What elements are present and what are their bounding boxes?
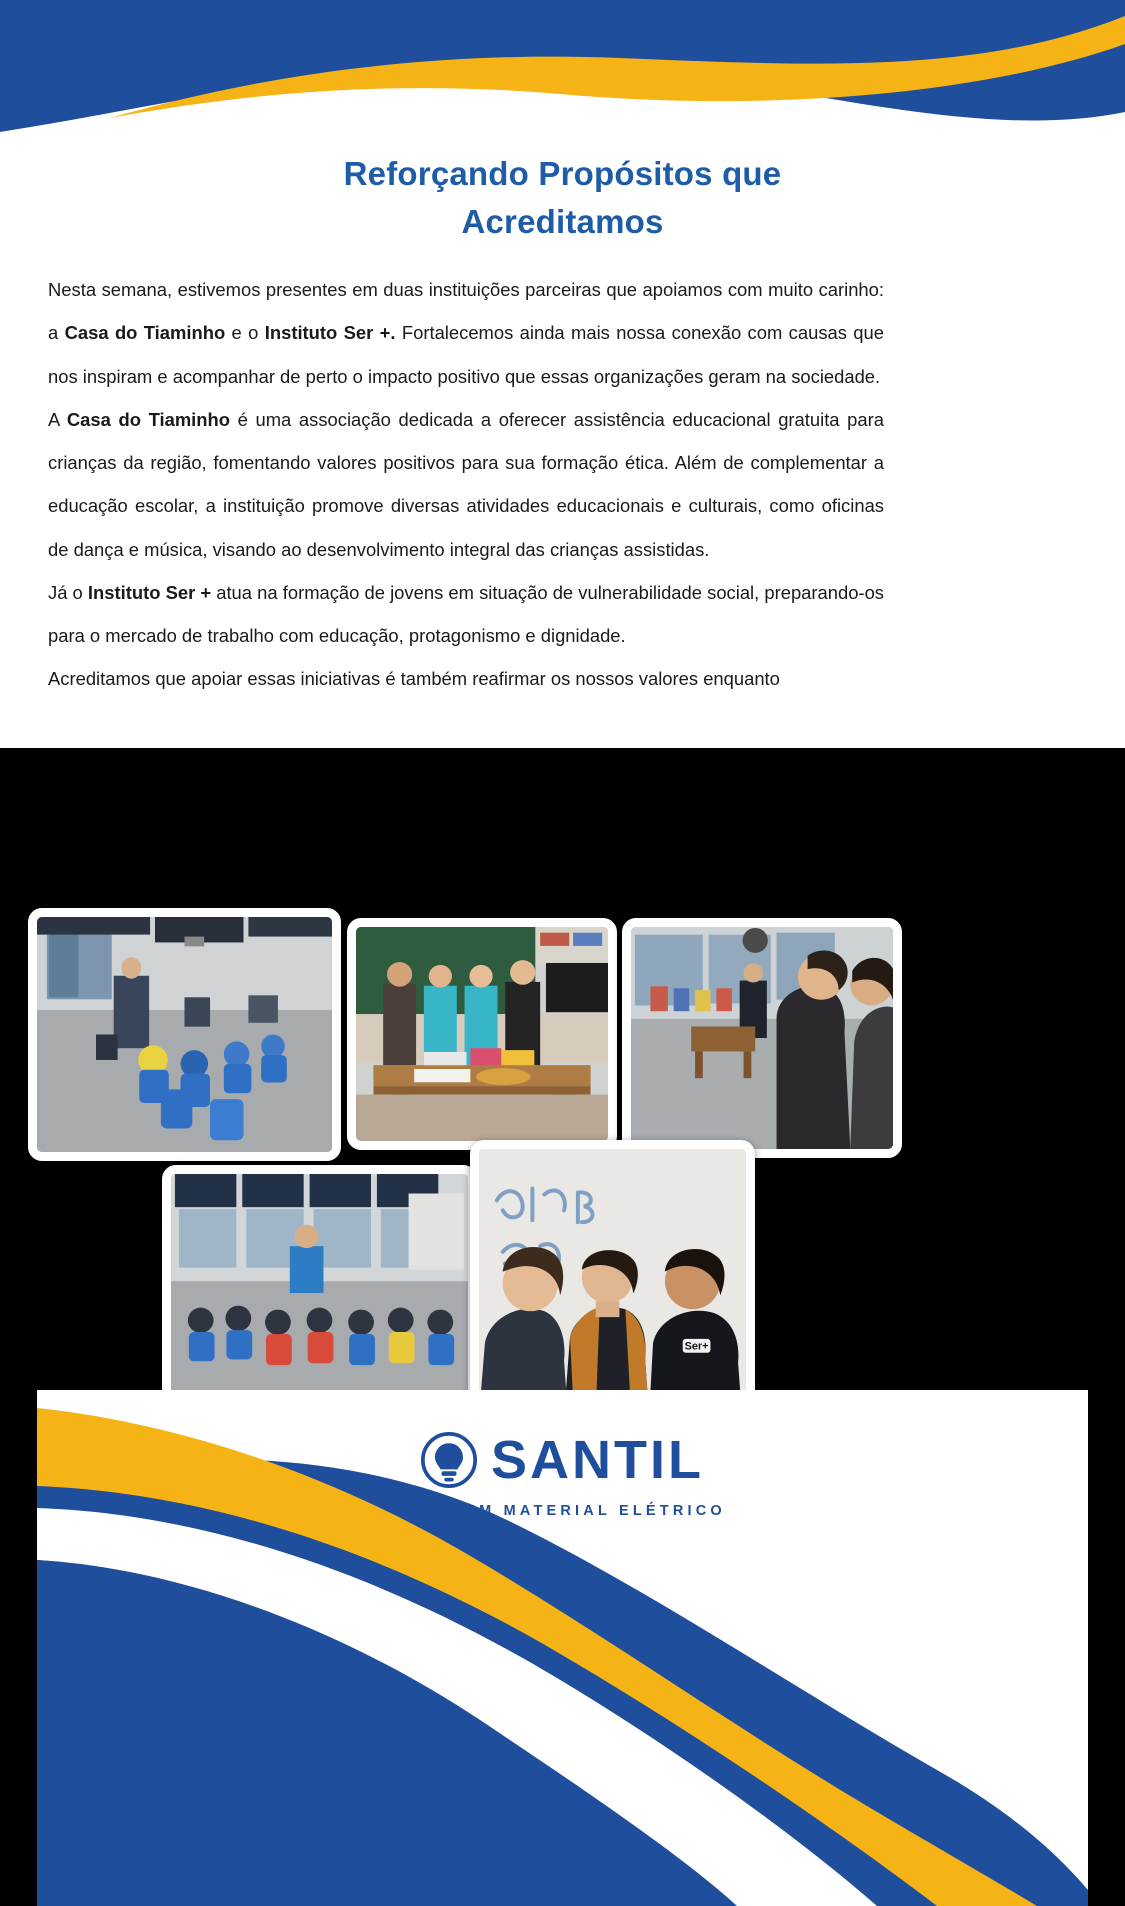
article-text: é uma associação dedicada a oferecer assistência educacional gratuita para crianças da região, fomentando valores positivos para sua formação ética. Além de complementar a educação escolar, a instituição promove diversas atividades educacionais e culturais, como oficinas de dança e música, visando ao desenvolvimento integral das crianças assistidas.: [48, 408, 884, 560]
article-text: Nesta semana, estivemos presentes em duas instituições parceiras que apoiamos com muito carinho: a: [48, 279, 884, 344]
article-paragraph: [48, 657, 884, 700]
page-title-line-2: Acreditamos: [461, 202, 664, 240]
article-body: [48, 268, 884, 701]
gallery-photo-5[interactable]: [470, 1140, 755, 1425]
photo-collage: [0, 880, 1125, 1380]
photo-3-image: [631, 927, 893, 1149]
gallery-photo-4[interactable]: [162, 1165, 477, 1421]
gallery-photo-1[interactable]: [28, 908, 341, 1161]
article-emphasis: Instituto Ser +: [87, 581, 212, 603]
article-text: atua na formação de jovens em situação de vulnerabilidade social, preparando-os para o mercado de trabalho com educação, protagonismo e dignidade.: [48, 581, 884, 646]
gallery-photo-2[interactable]: [347, 918, 617, 1150]
logo-wordmark: SANTIL: [491, 1430, 704, 1490]
photo-2-image: [356, 927, 608, 1141]
lightbulb-icon: [421, 1432, 477, 1488]
article-emphasis: Casa do Tiaminho: [64, 322, 226, 344]
article-text: e o: [225, 322, 265, 344]
document-footer-panel: [37, 1390, 1088, 1906]
svg-text:Ser+: Ser+: [684, 1340, 709, 1353]
article-text: Fortalecemos ainda mais nossa conexão com causas que nos inspiram e acompanhar de perto o impacto positivo que essas organizações geram na sociedade.: [48, 322, 884, 387]
page-title: [0, 150, 1125, 246]
photo-1-image: [37, 917, 332, 1152]
article-paragraph: [48, 398, 884, 571]
article-emphasis: Instituto Ser +.: [264, 322, 396, 344]
article-emphasis: Casa do Tiaminho: [66, 408, 230, 430]
article-paragraph: [48, 571, 884, 658]
document-top-panel: [0, 0, 1125, 748]
gallery-photo-3[interactable]: [622, 918, 902, 1158]
header-wave-decoration: [0, 0, 1125, 160]
article-text: Já o: [48, 581, 88, 603]
article-text: Acreditamos que apoiar essas iniciativas é também reafirmar os nossos valores enquanto: [48, 668, 780, 690]
page-title-line-1: Reforçando Propósitos que: [343, 155, 782, 192]
article-paragraph: [48, 268, 884, 398]
logo-tagline: TUDO EM MATERIAL ELÉTRICO: [399, 1503, 726, 1519]
company-logo: [37, 1432, 1088, 1519]
photo-4-image: [171, 1174, 468, 1412]
article-text: A: [48, 408, 67, 430]
photo-5-image: [479, 1149, 746, 1416]
